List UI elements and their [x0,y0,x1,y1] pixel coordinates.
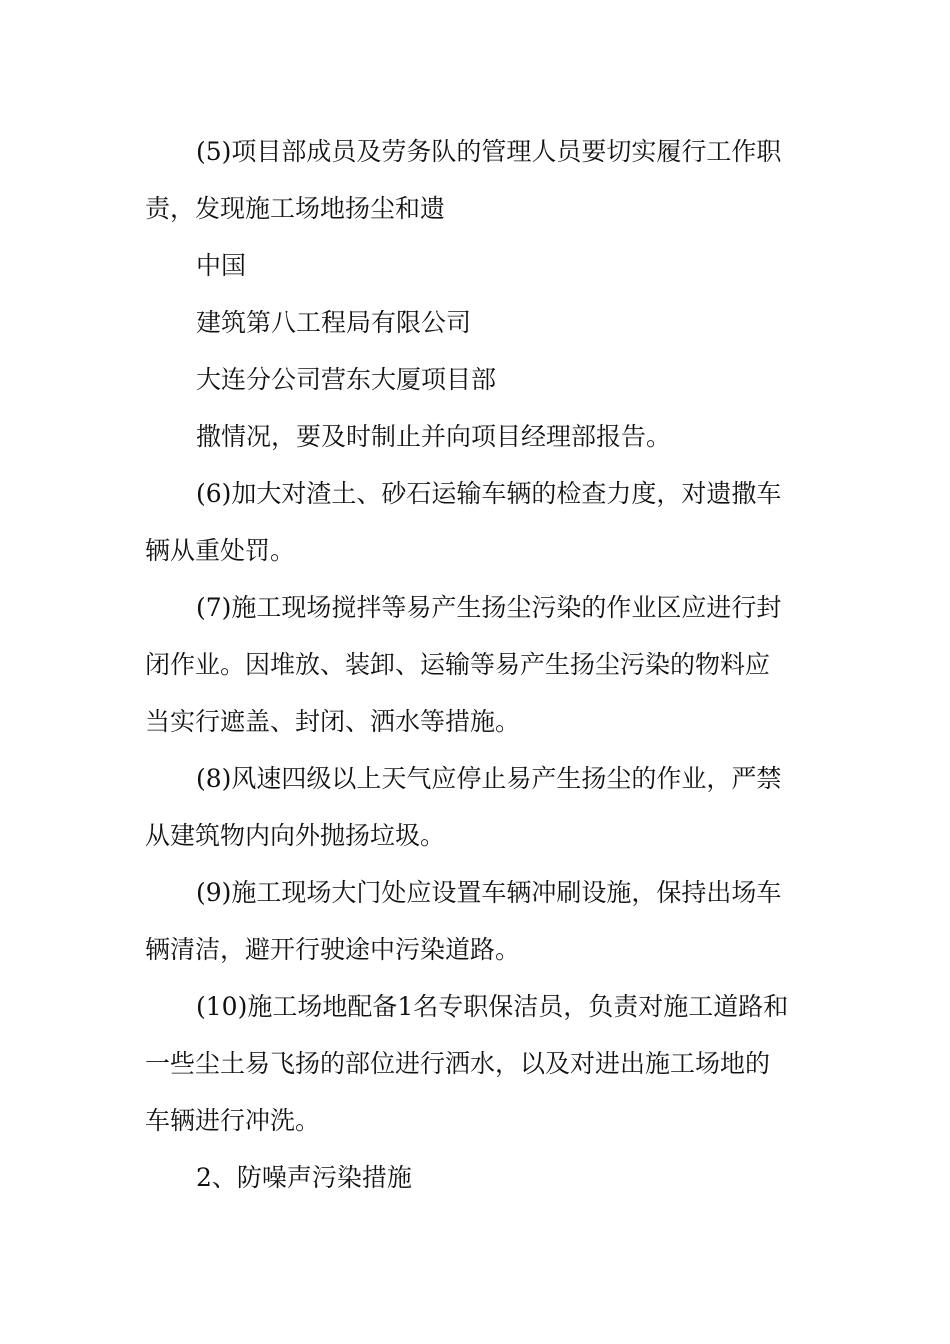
text-line-15: 辆清洁，避开行驶途中污染道路。 [145,935,521,964]
text-line-1: (5)项目部成员及劳务队的管理人员要切实履行工作职 [196,137,782,166]
text-line-8: 辆从重处罚。 [145,536,296,565]
section-heading: 2、防噪声污染措施 [196,1163,412,1192]
text-line-18: 车辆进行冲洗。 [145,1106,321,1135]
text-line-13: 从建筑物内向外抛扬垃圾。 [145,821,446,850]
text-line-6: 撒情况，要及时制止并向项目经理部报告。 [196,422,672,451]
text-line-14: (9)施工现场大门处应设置车辆冲刷设施，保持出场车 [196,878,782,907]
text-line-9: (7)施工现场搅拌等易产生扬尘污染的作业区应进行封 [196,593,782,622]
text-line-16: (10)施工场地配备1名专职保洁员，负责对施工道路和 [196,992,789,1021]
text-line-11: 当实行遮盖、封闭、洒水等措施。 [145,707,521,736]
text-line-12: (8)风速四级以上天气应停止易产生扬尘的作业，严禁 [196,764,782,793]
text-line-4: 建筑第八工程局有限公司 [196,308,472,337]
text-line-2: 责，发现施工场地扬尘和遗 [145,194,446,223]
text-line-3: 中国 [196,251,247,280]
text-line-10: 闭作业。因堆放、装卸、运输等易产生扬尘污染的物料应 [145,650,771,679]
text-line-7: (6)加大对渣土、砂石运输车辆的检查力度，对遗撒车 [196,479,782,508]
text-line-5: 大连分公司营东大厦项目部 [196,365,497,394]
text-line-17: 一些尘土易飞扬的部位进行洒水，以及对进出施工场地的 [145,1049,771,1078]
